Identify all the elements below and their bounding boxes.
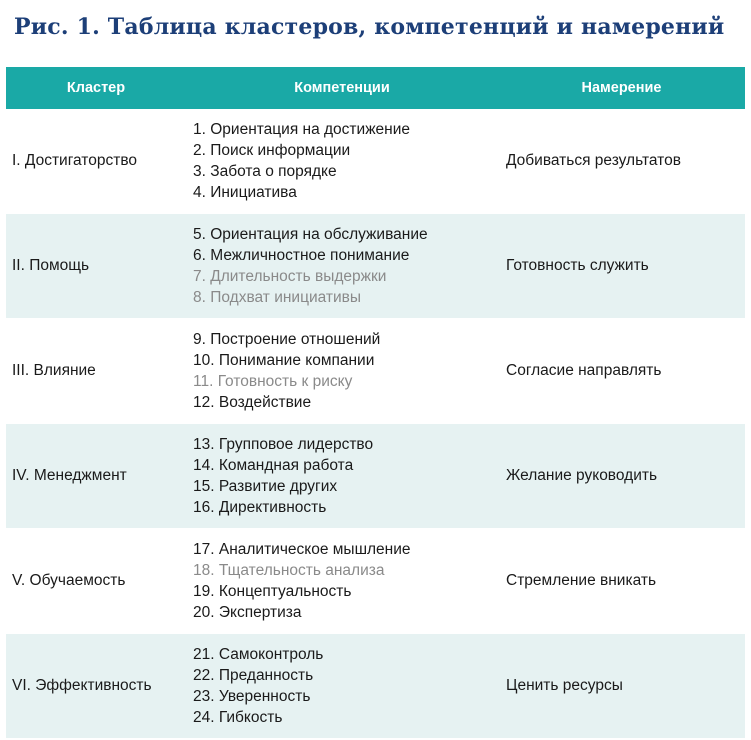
table-body	[6, 109, 745, 739]
competency-item: 21. Самоконтроль	[193, 646, 324, 663]
header-cluster: Кластер	[66, 80, 126, 96]
table-row	[6, 424, 745, 529]
intent-cell: Стремление вникать	[506, 572, 657, 589]
competency-item: 10. Понимание компании	[193, 352, 375, 369]
table-row	[6, 319, 745, 424]
competency-item: 12. Воздействие	[193, 394, 312, 411]
competency-item: 18. Тщательность анализа	[193, 562, 385, 579]
cluster-cell: IV. Менеджмент	[12, 467, 127, 484]
competency-item: 8. Подхват инициативы	[193, 289, 362, 306]
competency-item: 17. Аналитическое мышление	[193, 541, 411, 558]
table-row	[6, 634, 745, 739]
cluster-cell: I. Достигаторство	[12, 152, 138, 169]
competency-item: 9. Построение отношений	[193, 331, 381, 348]
intent-cell: Добиваться результатов	[506, 152, 681, 169]
header-competencies: Компетенции	[294, 80, 390, 96]
cluster-cell: VI. Эффективность	[12, 677, 152, 694]
competency-item: 22. Преданность	[193, 667, 314, 684]
intent-cell: Готовность служить	[506, 257, 649, 274]
cluster-cell: II. Помощь	[12, 257, 90, 274]
table-row	[6, 109, 745, 214]
competencies-cell	[193, 319, 380, 423]
table-row	[6, 529, 745, 634]
clusters-table	[6, 67, 745, 739]
competency-item: 3. Забота о порядке	[193, 163, 337, 180]
competency-item: 14. Командная работа	[193, 457, 354, 474]
competency-item: 20. Экспертиза	[193, 604, 302, 621]
competency-item: 23. Уверенность	[193, 688, 311, 705]
cluster-cell: III. Влияние	[12, 362, 96, 379]
table-row	[6, 214, 745, 319]
competencies-cell	[193, 529, 411, 633]
competency-item: 16. Директивность	[193, 499, 327, 516]
competency-item: 24. Гибкость	[193, 709, 283, 726]
header-intent: Намерение	[581, 80, 662, 96]
intent-cell: Согласие направлять	[506, 362, 662, 379]
cluster-cell: V. Обучаемость	[12, 572, 126, 589]
competencies-cell	[193, 214, 428, 318]
page-title: Рис. 1. Таблица кластеров, компетенций и намерений	[14, 14, 725, 40]
competencies-cell	[193, 634, 323, 738]
competency-item: 19. Концептуальность	[193, 583, 352, 600]
competency-item: 4. Инициатива	[193, 184, 297, 201]
competency-item: 6. Межличностное понимание	[193, 247, 410, 264]
competency-item: 5. Ориентация на обслуживание	[193, 226, 428, 243]
table-header	[6, 67, 745, 109]
competency-item: 2. Поиск информации	[193, 142, 351, 159]
competency-item: 7. Длительность выдержки	[193, 268, 387, 285]
competency-item: 11. Готовность к риску	[193, 373, 353, 390]
intent-cell: Ценить ресурсы	[506, 677, 623, 694]
competency-item: 15. Развитие других	[193, 478, 338, 495]
competency-item: 1. Ориентация на достижение	[193, 121, 411, 138]
competencies-cell	[193, 424, 373, 528]
competency-item: 13. Групповое лидерство	[193, 436, 374, 453]
intent-cell: Желание руководить	[506, 467, 658, 484]
competencies-cell	[193, 109, 410, 213]
